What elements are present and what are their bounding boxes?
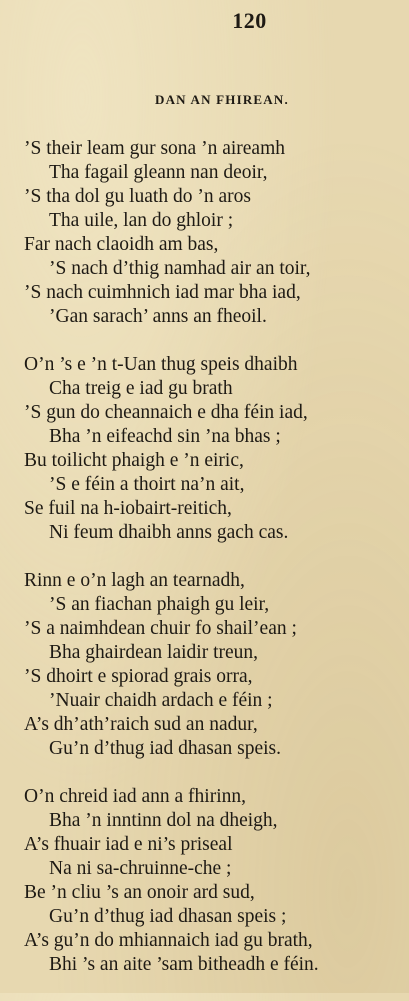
poem-line: ’S their leam gur sona ’n aireamh (24, 138, 285, 159)
poem-line: O’n chreid iad ann a fhirinn, (24, 786, 247, 807)
poem-line: ’S nach cuimhnich iad mar bha iad, (24, 282, 301, 303)
poem-line: Bha ’n eifeachd sin ’na bhas ; (49, 426, 281, 447)
poem-line: Gu’n d’thug iad dhasan speis ; (49, 906, 287, 927)
poem-line: ’S tha dol gu luath do ’n aros (24, 186, 251, 207)
poem-line: ’S nach d’thig namhad air an toir, (49, 258, 311, 279)
poem-line: Far nach claoidh am bas, (24, 234, 219, 255)
poem-line: ’S a naimhdean chuir fo shail’ean ; (24, 618, 297, 639)
poem-body (24, 137, 399, 1001)
poem-line: Bha ’n inntinn dol na dheigh, (49, 810, 278, 831)
poem-line: Tha uile, lan do ghloir ; (49, 210, 234, 231)
stanza-3 (24, 569, 399, 761)
poem-line: ’S dhoirt e spiorad grais orra, (24, 666, 253, 687)
poem-line: O’n ’s e ’n t-Uan thug speis dhaibh (24, 354, 298, 375)
poem-line: ’S an fiachan phaigh gu leir, (49, 594, 270, 615)
stanza-4 (24, 785, 399, 977)
poem-line: Ni feum dhaibh anns gach cas. (49, 522, 289, 543)
poem-line: A’s fhuair iad e ni’s priseal (24, 834, 233, 855)
poem-line: ’S e féin a thoirt na’n ait, (49, 474, 245, 495)
poem-line: Rinn e o’n lagh an tearnadh, (24, 570, 245, 591)
poem-line: ’S gun do cheannaich e dha féin iad, (24, 402, 308, 423)
poem-line: ’Nuair chaidh ardach e féin ; (49, 690, 273, 711)
poem-line: Bu toilicht phaigh e ’n eiric, (24, 450, 244, 471)
stanza-1 (24, 137, 399, 329)
poem-line: A’s dh’ath’raich sud an nadur, (24, 714, 258, 735)
poem-line: Bhi ’s an aite ’sam bitheadh e féin. (49, 954, 319, 975)
poem-line: Na ni sa-chruinne-che ; (49, 858, 232, 879)
poem-line: Bha ghairdean laidir treun, (49, 642, 259, 663)
poem-line: ’Gan sarach’ anns an fheoil. (49, 306, 267, 327)
poem-line: Be ’n cliu ’s an onoir ard sud, (24, 882, 255, 903)
poem-line: A’s gu’n do mhiannaich iad gu brath, (24, 930, 313, 951)
poem-line: Se fuil na h-iobairt-reitich, (24, 498, 232, 519)
poem-line: Cha treig e iad gu brath (49, 378, 233, 399)
page-number: 120 (232, 8, 267, 33)
stanza-2 (24, 353, 399, 545)
poem-title: DAN AN FHIREAN. (155, 92, 289, 107)
poem-line: Gu’n d’thug iad dhasan speis. (49, 738, 281, 759)
poem-line: Tha fagail gleann nan deoir, (49, 162, 268, 183)
